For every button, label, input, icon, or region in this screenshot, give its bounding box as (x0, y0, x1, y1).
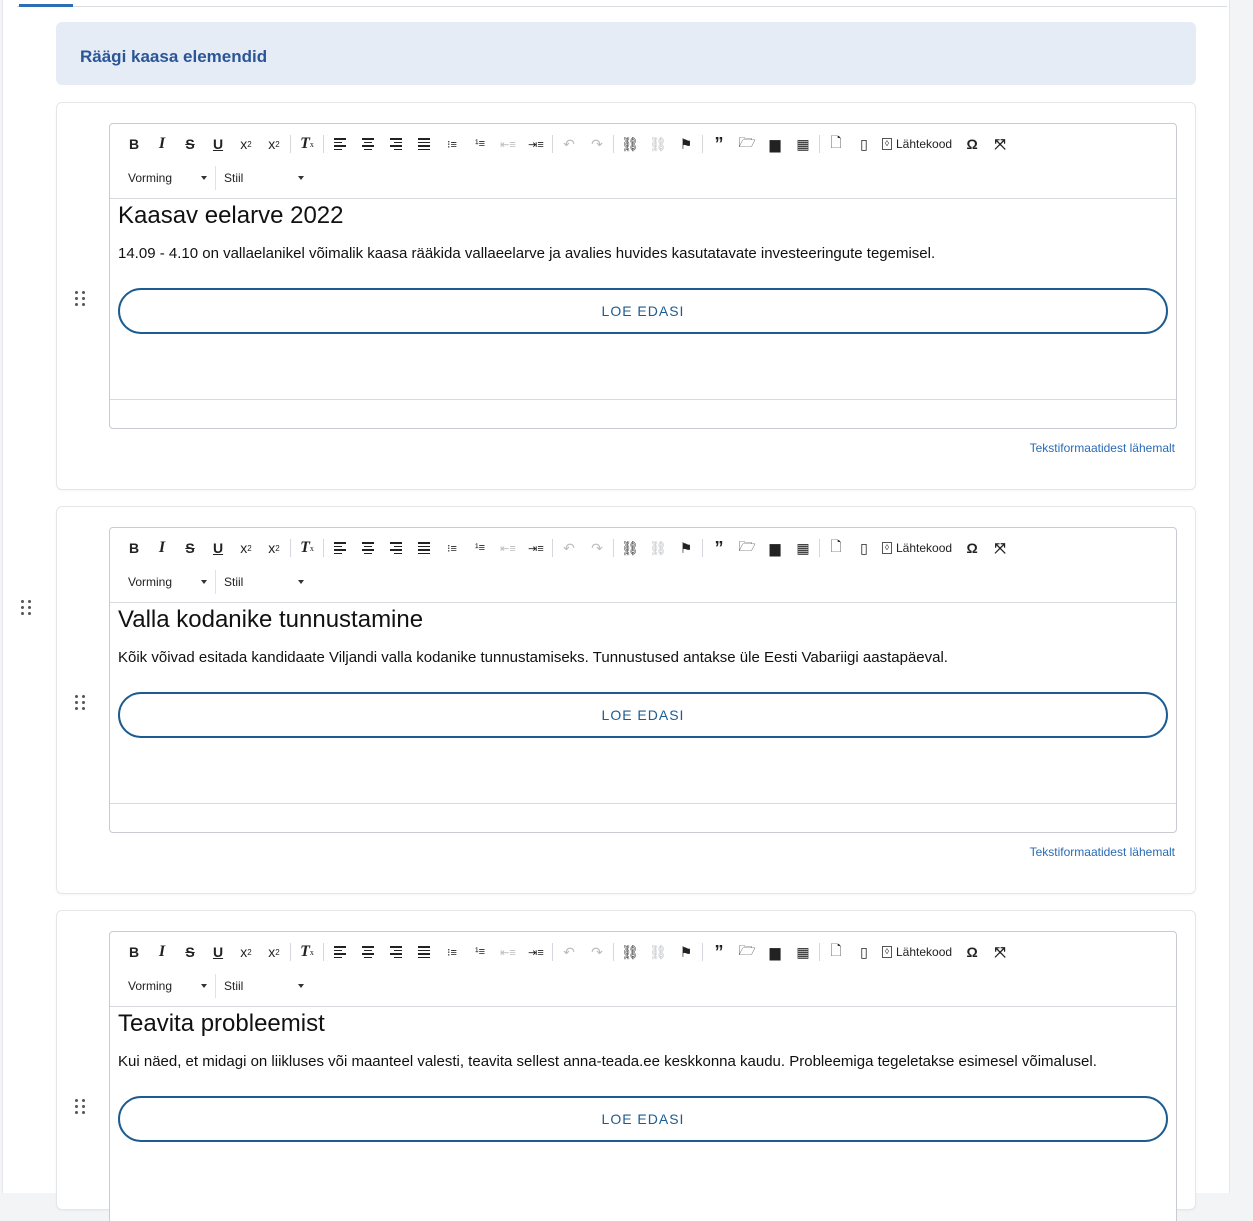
toolbar-separator (819, 135, 820, 153)
toolbar-separator (613, 135, 614, 153)
superscript-icon[interactable]: x 2 (240, 944, 252, 960)
outdent-icon[interactable]: ⇤≡ (500, 946, 516, 959)
media-document-icon[interactable]: ▆ (769, 539, 781, 556)
table-icon[interactable]: ▦ (796, 539, 810, 556)
source-file-icon: ◊ (882, 542, 892, 554)
drag-handle-icon[interactable] (75, 291, 86, 306)
bulleted-list-icon[interactable]: ⁝≡ (447, 946, 457, 959)
source-file-icon: ◊ (882, 138, 892, 150)
card-heading: Kaasav eelarve 2022 (118, 202, 344, 229)
rich-text-editor[interactable] (109, 123, 1177, 429)
text-formats-link[interactable]: Tekstiformaatidest lähemalt (1029, 845, 1175, 859)
card-text: 14.09 - 4.10 on vallaelanikel võimalik kaasa rääkida vallaeelarve ja avalies huvides kasutatavate investeeringute tegemisel. (118, 245, 936, 262)
template-document-icon[interactable]: 🗋 (830, 942, 842, 958)
card-text: Kõik võivad esitada kandidaate Viljandi valla kodanike tunnustamiseks. Tunnustused antakse üle Eesti Vabariigi aastapäeval. (118, 649, 948, 666)
special-character-icon[interactable]: Ω (966, 944, 978, 960)
editor-toolbar (110, 124, 1176, 199)
bold-icon[interactable]: B (128, 944, 140, 960)
undo-icon[interactable]: ↶ (563, 943, 575, 960)
blockquote-icon[interactable]: ” (714, 133, 724, 154)
indent-icon[interactable]: ⇥≡ (528, 542, 544, 555)
source-code-label: Lähtekood (896, 945, 953, 959)
blockquote-icon[interactable]: ” (714, 537, 724, 558)
align-justify-icon[interactable] (410, 536, 438, 560)
numbered-list-icon[interactable]: ¹≡ (474, 946, 486, 958)
format-label: Vorming (128, 171, 173, 185)
subscript-icon[interactable]: x 2 (268, 944, 280, 960)
numbered-list-icon[interactable]: ¹≡ (474, 138, 486, 150)
toolbar-separator (290, 943, 291, 961)
remove-format-icon[interactable]: T x (300, 135, 314, 152)
media-document-icon[interactable]: ▆ (769, 135, 781, 152)
redo-icon[interactable]: ↷ (591, 943, 603, 960)
show-blocks-icon[interactable]: ▯ (860, 943, 868, 960)
unlink-icon[interactable]: ⛓ (649, 943, 667, 960)
italic-icon[interactable]: I (158, 943, 166, 960)
redo-icon[interactable]: ↷ (591, 135, 603, 152)
chevron-down-icon (201, 984, 207, 988)
anchor-flag-icon[interactable]: ⚑ (679, 943, 693, 960)
strikethrough-icon[interactable]: S (185, 136, 195, 152)
anchor-flag-icon[interactable]: ⚑ (679, 539, 693, 556)
source-file-icon: ◊ (882, 946, 892, 958)
card-heading: Valla kodanike tunnustamine (118, 606, 424, 633)
align-center-icon[interactable] (354, 536, 382, 560)
folder-icon[interactable]: 🗁 (738, 134, 756, 150)
toolbar-separator (613, 539, 614, 557)
special-character-icon[interactable]: Ω (966, 540, 978, 556)
editor-toolbar (110, 932, 1176, 1007)
editor-content[interactable] (110, 1010, 1176, 1127)
paragraph-card (56, 102, 1196, 490)
subscript-icon[interactable]: x 2 (268, 540, 280, 556)
toolbar-separator (323, 943, 324, 961)
bulleted-list-icon[interactable]: ⁝≡ (447, 542, 457, 555)
outdent-icon[interactable]: ⇤≡ (500, 138, 516, 151)
superscript-icon[interactable]: x 2 (240, 136, 252, 152)
source-code-button[interactable] (878, 536, 958, 560)
strikethrough-icon[interactable]: S (185, 944, 195, 960)
format-dropdown[interactable] (120, 974, 216, 998)
folder-icon[interactable]: 🗁 (738, 942, 756, 958)
toolbar-separator (702, 943, 703, 961)
align-right-icon[interactable] (382, 536, 410, 560)
toolbar-separator (290, 539, 291, 557)
toolbar-separator (290, 135, 291, 153)
source-code-label: Lähtekood (896, 541, 953, 555)
text-formats-link[interactable]: Tekstiformaatidest lähemalt (1029, 441, 1175, 455)
toolbar-separator (552, 539, 553, 557)
chevron-down-icon (201, 176, 207, 180)
table-icon[interactable]: ▦ (796, 943, 810, 960)
paragraph-card (56, 506, 1196, 894)
blockquote-icon[interactable]: ” (714, 941, 724, 962)
remove-format-icon[interactable]: T x (300, 943, 314, 960)
tab-bar-divider (17, 6, 1227, 7)
bold-icon[interactable]: B (128, 136, 140, 152)
special-character-icon[interactable]: Ω (966, 136, 978, 152)
unlink-icon[interactable]: ⛓ (649, 135, 667, 152)
undo-icon[interactable]: ↶ (563, 539, 575, 556)
folder-icon[interactable]: 🗁 (738, 538, 756, 554)
style-label: Stiil (224, 979, 244, 993)
show-blocks-icon[interactable]: ▯ (860, 135, 868, 152)
chevron-down-icon (201, 580, 207, 584)
subscript-icon[interactable]: x 2 (268, 136, 280, 152)
toolbar-separator (702, 539, 703, 557)
show-blocks-icon[interactable]: ▯ (860, 539, 868, 556)
template-document-icon[interactable]: 🗋 (830, 134, 842, 150)
link-icon[interactable]: ⛓ (621, 943, 639, 960)
underline-icon[interactable]: U (212, 136, 224, 152)
strikethrough-icon[interactable]: S (185, 540, 195, 556)
active-tab-indicator[interactable] (19, 4, 73, 7)
section-title: Räägi kaasa elemendid (80, 47, 268, 66)
format-dropdown[interactable] (120, 570, 216, 594)
toolbar-separator (323, 135, 324, 153)
indent-icon[interactable]: ⇥≡ (528, 946, 544, 959)
indent-icon[interactable]: ⇥≡ (528, 138, 544, 151)
italic-icon[interactable]: I (158, 135, 166, 152)
align-left-icon[interactable] (326, 536, 354, 560)
maximize-icon[interactable]: ⤧ (994, 135, 1006, 152)
link-icon[interactable]: ⛓ (621, 539, 639, 556)
align-left-icon[interactable] (326, 940, 354, 964)
align-left-icon[interactable] (326, 132, 354, 156)
italic-icon[interactable]: I (158, 539, 166, 556)
bold-icon[interactable]: B (128, 540, 140, 556)
outdent-icon[interactable]: ⇤≡ (500, 542, 516, 555)
style-label: Stiil (224, 575, 244, 589)
section-header (56, 22, 1196, 85)
maximize-icon[interactable]: ⤧ (994, 943, 1006, 960)
media-document-icon[interactable]: ▆ (769, 943, 781, 960)
table-icon[interactable]: ▦ (796, 135, 810, 152)
card-text: Kui näed, et midagi on liikluses või maanteel valesti, teavita sellest anna-teada.ee keskkonna kaudu. Probleemiga tegeletakse esimesel võimalusel. (118, 1053, 1097, 1070)
align-justify-icon[interactable] (410, 940, 438, 964)
editor-statusbar (110, 399, 1176, 428)
align-right-icon[interactable] (382, 940, 410, 964)
toolbar-separator (552, 943, 553, 961)
toolbar-separator (552, 135, 553, 153)
template-document-icon[interactable]: 🗋 (830, 538, 842, 554)
anchor-flag-icon[interactable]: ⚑ (679, 135, 693, 152)
drag-handle-icon[interactable] (75, 695, 86, 710)
underline-icon[interactable]: U (212, 944, 224, 960)
rich-text-editor[interactable] (109, 527, 1177, 833)
toolbar-separator (819, 539, 820, 557)
read-more-button[interactable]: LOE EDASI (118, 1096, 1168, 1142)
editor-statusbar (110, 803, 1176, 832)
toolbar-separator (702, 135, 703, 153)
remove-format-icon[interactable]: T x (300, 539, 314, 556)
bulleted-list-icon[interactable]: ⁝≡ (447, 138, 457, 151)
source-code-button[interactable] (878, 132, 958, 156)
card-heading: Teavita probleemist (118, 1010, 325, 1037)
source-code-button[interactable] (878, 940, 958, 964)
format-label: Vorming (128, 979, 173, 993)
align-justify-icon[interactable] (410, 132, 438, 156)
chevron-down-icon (298, 984, 304, 988)
style-label: Stiil (224, 171, 244, 185)
redo-icon[interactable]: ↷ (591, 539, 603, 556)
unlink-icon[interactable]: ⛓ (649, 539, 667, 556)
source-code-label: Lähtekood (896, 137, 953, 151)
style-dropdown[interactable] (216, 570, 312, 594)
link-icon[interactable]: ⛓ (621, 135, 639, 152)
align-center-icon[interactable] (354, 132, 382, 156)
align-right-icon[interactable] (382, 132, 410, 156)
superscript-icon[interactable]: x 2 (240, 540, 252, 556)
paragraph-card (56, 910, 1196, 1210)
editor-content[interactable] (110, 202, 1176, 319)
align-center-icon[interactable] (354, 940, 382, 964)
rich-text-editor[interactable] (109, 931, 1177, 1221)
toolbar-separator (819, 943, 820, 961)
page (2, 0, 1230, 1193)
drag-handle-icon[interactable] (75, 1099, 86, 1114)
toolbar-separator (613, 943, 614, 961)
style-dropdown[interactable] (216, 974, 312, 998)
format-label: Vorming (128, 575, 173, 589)
read-more-button[interactable]: LOE EDASI (118, 692, 1168, 738)
underline-icon[interactable]: U (212, 540, 224, 556)
chevron-down-icon (298, 176, 304, 180)
style-dropdown[interactable] (216, 166, 312, 190)
format-dropdown[interactable] (120, 166, 216, 190)
numbered-list-icon[interactable]: ¹≡ (474, 542, 486, 554)
drag-handle-icon[interactable] (21, 600, 32, 615)
chevron-down-icon (298, 580, 304, 584)
editor-content[interactable] (110, 606, 1176, 723)
undo-icon[interactable]: ↶ (563, 135, 575, 152)
read-more-button[interactable]: LOE EDASI (118, 288, 1168, 334)
editor-toolbar (110, 528, 1176, 603)
maximize-icon[interactable]: ⤧ (994, 539, 1006, 556)
toolbar-separator (323, 539, 324, 557)
